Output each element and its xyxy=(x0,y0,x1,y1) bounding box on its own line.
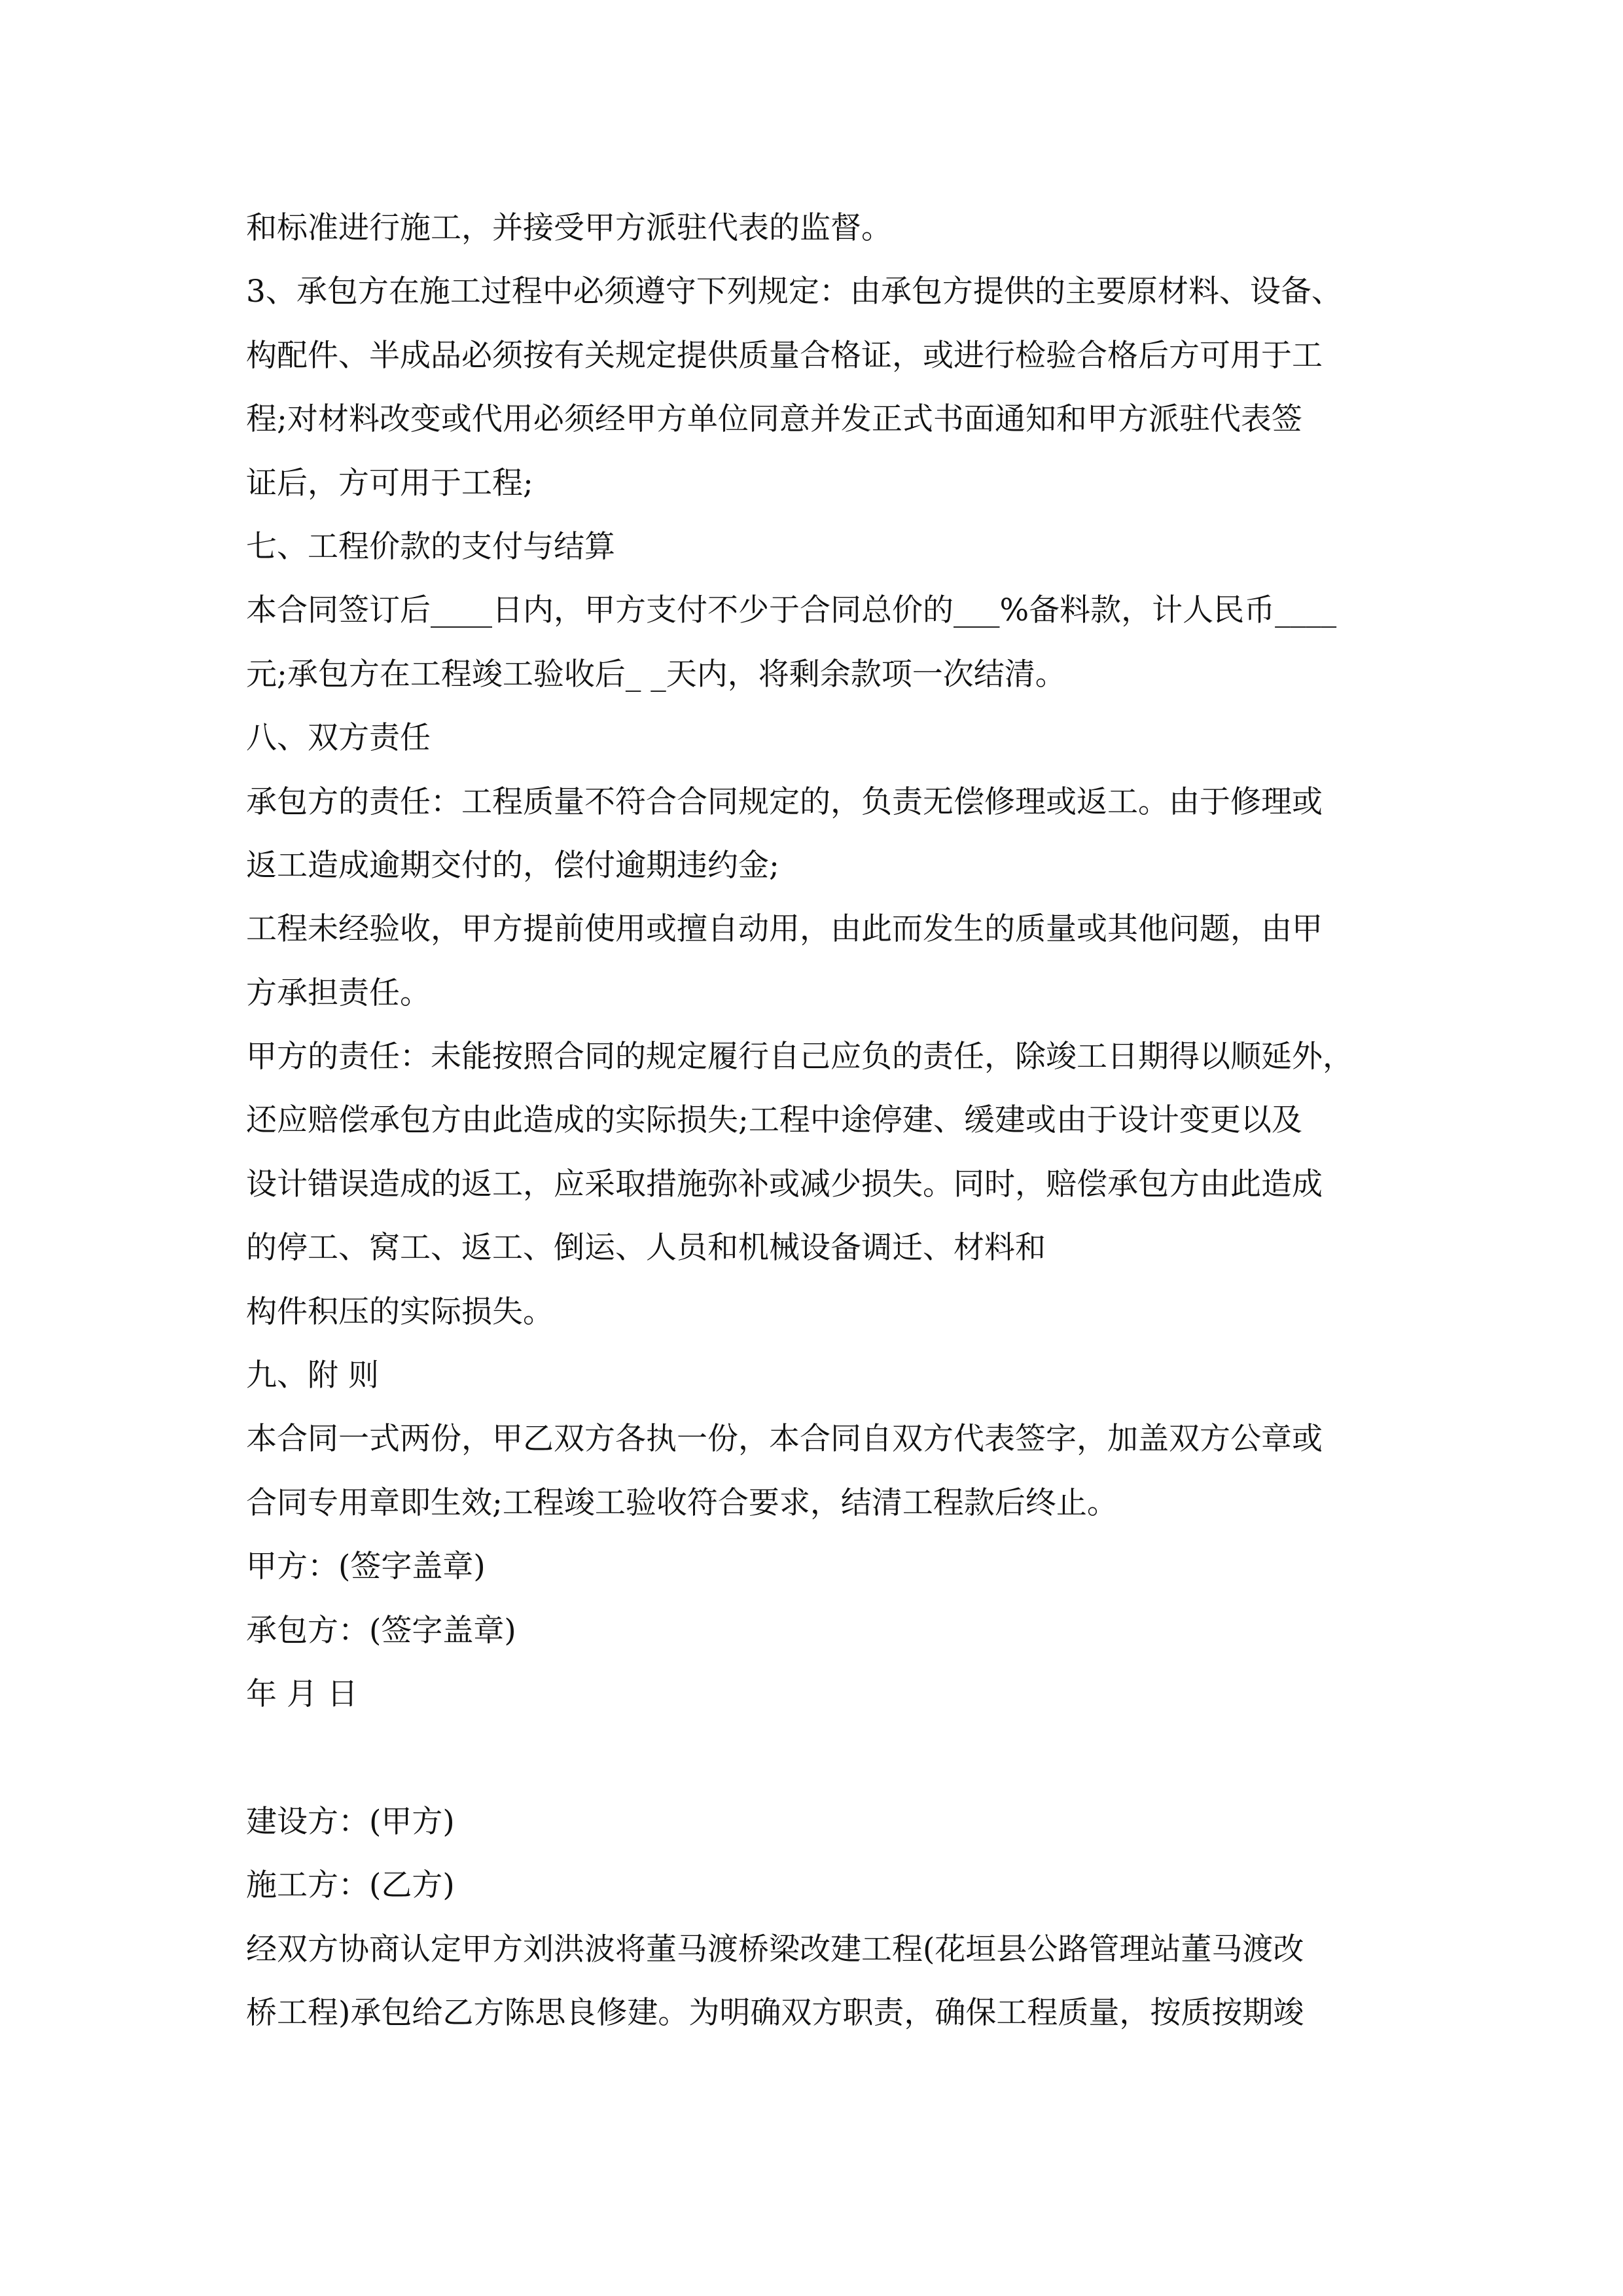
text-line: 构件积压的实际损失。 xyxy=(246,1293,554,1330)
text-line: 设计错误造成的返工，应采取措施弥补或减少损失。同时，赔偿承包方由此造成 xyxy=(246,1166,1323,1202)
text-line: 桥工程)承包给乙方陈思良修建。为明确双方职责，确保工程质量，按质按期竣 xyxy=(246,1994,1304,2031)
text-line: 和标准进行施工，并接受甲方派驻代表的监督。 xyxy=(246,210,892,246)
text-line: 本合同一式两份，甲乙双方各执一份，本合同自双方代表签字，加盖双方公章或 xyxy=(246,1421,1323,1458)
text-line: 的停工、窝工、返工、倒运、人员和机械设备调迁、材料和 xyxy=(246,1230,1046,1266)
party-line-constructor: 施工方：(乙方) xyxy=(246,1867,455,1904)
signature-line-contractor: 承包方：(签字盖章) xyxy=(246,1612,516,1649)
text-line: 程;对材料改变或代用必须经甲方单位同意并发正式书面通知和甲方派驻代表签 xyxy=(246,401,1302,438)
text-line: 元;承包方在工程竣工验收后_ _天内，将剩余款项一次结清。 xyxy=(246,656,1066,692)
text-line: 经双方协商认定甲方刘洪波将董马渡桥梁改建工程(花垣县公路管理站董马渡改 xyxy=(246,1931,1304,1967)
section-heading: 七、工程价款的支付与结算 xyxy=(246,528,615,565)
party-line-builder: 建设方：(甲方) xyxy=(246,1803,455,1840)
text-line: 返工造成逾期交付的，偿付逾期违约金; xyxy=(246,847,779,884)
date-line: 年 月 日 xyxy=(246,1676,358,1712)
text-line: 证后，方可用于工程; xyxy=(246,465,533,501)
text-line: 本合同签订后____日内，甲方支付不少于合同总价的___%备料款，计人民币____ xyxy=(246,592,1337,629)
text-line: 3、承包方在施工过程中必须遵守下列规定：由承包方提供的主要原材料、设备、 xyxy=(246,274,1342,310)
document-body xyxy=(246,196,1385,2045)
section-heading: 九、附 则 xyxy=(246,1357,379,1394)
text-line: 还应赔偿承包方由此造成的实际损失;工程中途停建、缓建或由于设计变更以及 xyxy=(246,1102,1302,1139)
text-line: 合同专用章即生效;工程竣工验收符合要求，结清工程款后终止。 xyxy=(246,1484,1118,1521)
paragraph-gap xyxy=(246,1726,1385,1789)
text-line: 构配件、半成品必须按有关规定提供质量合格证，或进行检验合格后方可用于工 xyxy=(246,337,1323,374)
text-line: 方承担责任。 xyxy=(246,975,431,1011)
text-line: 工程未经验收，甲方提前使用或擅自动用，由此而发生的质量或其他问题，由甲 xyxy=(246,911,1323,948)
signature-line-party-a: 甲方：(签字盖章) xyxy=(246,1549,486,1585)
text-line: 甲方的责任：未能按照合同的规定履行自己应负的责任，除竣工日期得以顺延外， xyxy=(246,1039,1353,1075)
section-heading: 八、双方责任 xyxy=(246,720,431,757)
text-line: 承包方的责任：工程质量不符合合同规定的，负责无偿修理或返工。由于修理或 xyxy=(246,783,1323,820)
